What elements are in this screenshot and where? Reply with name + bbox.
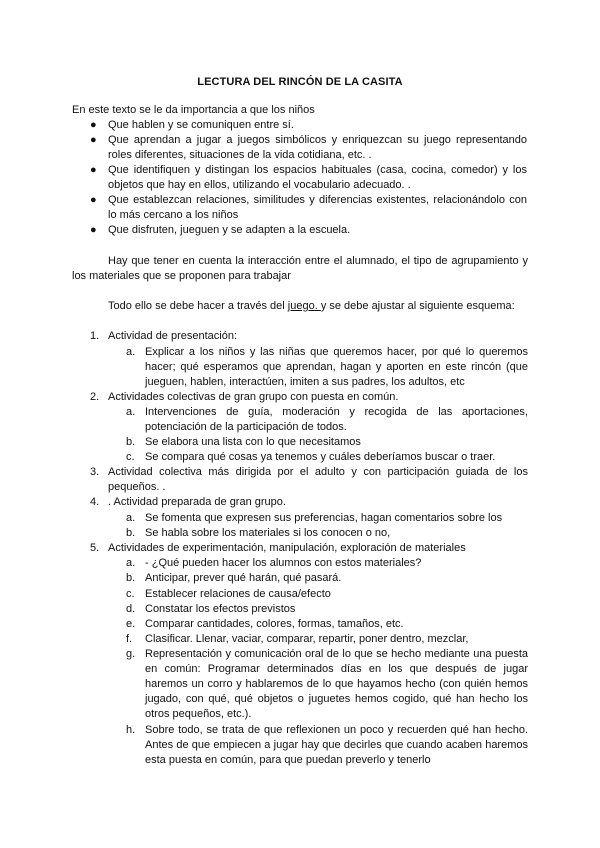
page-title: LECTURA DEL RINCÓN DE LA CASITA [197, 76, 403, 88]
bullet-icon: ● [90, 119, 97, 131]
paragraph: Hay que tener en cuenta la interacción entre el alumnado, el tipo de agrupamiento y los materiales que se proponen para trabajar [72, 255, 528, 282]
bullet-icon: ● [90, 164, 97, 176]
bullet-icon: ● [90, 224, 97, 236]
bullet-icon: ● [90, 194, 97, 206]
document-page: LECTURA DEL RINCÓN DE LA CASITA En este texto se le da importancia a que los niños ● Que hablen y se comuniquen entre sí. ● Que aprendan a jugar a juegos simbólicos y enriquezcan su juego representando roles diferentes, situaciones de la vida cotidiana, etc. . ● Que identifiquen y distingan los espacios habituales (casa, cocina, comedor) y los objetos que hay en ellos, utilizando el vocabulario adecuado. . ● Que establezcan relaciones, similitudes y diferencias existentes, relacionándolo con lo más cercano a los niños ● Que disfruten, jueguen y se adapten a la escuela. Hay que tener en cuenta la interacción entre el alumnado, el tipo de agrupamiento y los materiales que se proponen para trabajar Todo ello se debe hacer a través del juego. y se debe ajustar al siguiente esquema: 1. Actividad de presentación: a. Explicar a los niños y las niñas que queremos hacer, por qué lo queremos hacer; qué esperamos que aprendan, hagan y aporten en este rincón (que jueguen, hablen, interactúen, imiten a sus padres, los adultos, etc 2. Actividades colectivas de gran grupo con puesta en común. a. Intervenciones de guía, moderación y recogida de las aportaciones, potenciación de la participación de todos. b. Se elabora una lista con lo que necesitamos c. Se compara qué cosas ya tenemos y cuáles deberíamos buscar o traer. 3. Actividad colectiva más dirigida por el adulto y con participación guiada de los pequeños. . 4. . Actividad preparada de gran grupo. a. Se fomenta que expresen sus preferencias, hagan comentarios sobre los b. Se habla sobre los materiales si los conocen o no, 5. Actividades de experimentación, manipulación, exploración de materiales a. - ¿Qué pueden hacer los alumnos con estos materiales? b. Anticipar, prever qué harán, qué pasará. c. Establecer relaciones de causa/efecto d. Constatar los efectos previstos e. Comparar cantidades, colores, formas, tamaños, etc. f. Clasificar. Llenar, vaciar, comparar, repartir, poner dentro, mezclar, g. Representación y comunicación oral de lo que se hecho mediante una puesta en común: Programar determinados días en los que después de jugar haremos un corro y hablaremos de lo que hayamos hecho (con quién hemos jugado, con qué, qué objetos o juguetes hemos cogido, qué han hecho los otros pequeños, etc.). h. Sobre todo, se trata de que reflexionen un poco y recuerden qué han hecho. Antes de que empiecen a jugar hay que decirles que cuando acaben haremos esta puesta en común, para que puedan preverlo y tenerlo [0, 0, 600, 848]
juego-link[interactable]: juego. [287, 300, 321, 312]
paragraph: Todo ello se debe hacer a través del juego. y se debe ajustar al siguiente esquema: [108, 300, 515, 312]
bullet-icon: ● [90, 134, 97, 146]
intro-text: En este texto se le da importancia a que los niños [72, 104, 315, 116]
